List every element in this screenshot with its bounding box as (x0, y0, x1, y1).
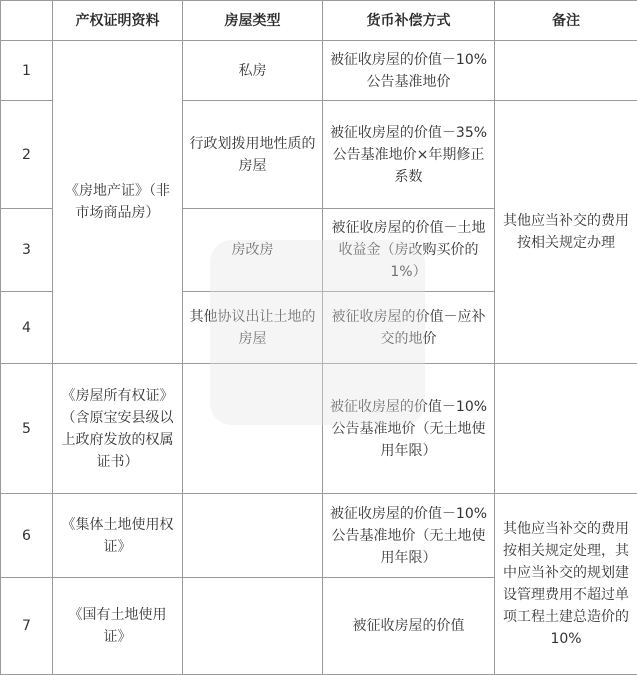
compensation-cell: 被征收房屋的价值 (323, 578, 495, 675)
header-house-type: 房屋类型 (183, 1, 323, 41)
house-type-cell: 行政划拨用地性质的房屋 (183, 101, 323, 209)
row-number: 7 (1, 578, 53, 675)
remarks-cell (495, 364, 637, 494)
remarks-cell: 其他应当补交的费用按相关规定办理 (495, 101, 637, 364)
remarks-cell: 其他应当补交的费用按相关规定处理，其中应当补交的规划建设管理费用不超过单项工程土建总造价的10% (495, 494, 637, 675)
compensation-cell: 被征收房屋的价值－应补交的地价 (323, 292, 495, 364)
row-number: 3 (1, 209, 53, 292)
certificate-cell: 《房屋所有权证》（含原宝安县级以上政府发放的权属证书） (53, 364, 183, 494)
header-row (1, 1, 637, 41)
header-property-certificate: 产权证明资料 (53, 1, 183, 41)
house-type-cell (183, 578, 323, 675)
house-type-cell: 私房 (183, 41, 323, 101)
house-type-cell: 房改房 (183, 209, 323, 292)
table-row (1, 364, 637, 494)
certificate-cell: 《房地产证》（非市场商品房） (53, 41, 183, 364)
header-remarks: 备注 (495, 1, 637, 41)
compensation-cell: 被征收房屋的价值－土地收益金（房改购买价的1%） (323, 209, 495, 292)
table-row (1, 41, 637, 101)
row-number: 1 (1, 41, 53, 101)
compensation-cell: 被征收房屋的价值－10%公告基准地价 (323, 41, 495, 101)
certificate-cell: 《国有土地使用证》 (53, 578, 183, 675)
header-compensation-method: 货币补偿方式 (323, 1, 495, 41)
compensation-cell: 被征收房屋的价值－35%公告基准地价×年期修正系数 (323, 101, 495, 209)
compensation-cell: 被征收房屋的价值－10%公告基准地价（无土地使用年限） (323, 494, 495, 578)
house-type-cell (183, 364, 323, 494)
row-number: 6 (1, 494, 53, 578)
house-type-cell: 其他协议出让土地的房屋 (183, 292, 323, 364)
row-number: 4 (1, 292, 53, 364)
table-row (1, 494, 637, 578)
header-number (1, 1, 53, 41)
row-number: 5 (1, 364, 53, 494)
certificate-cell: 《集体土地使用权证》 (53, 494, 183, 578)
remarks-cell (495, 41, 637, 101)
house-type-cell (183, 494, 323, 578)
compensation-cell: 被征收房屋的价值－10%公告基准地价（无土地使用年限） (323, 364, 495, 494)
row-number: 2 (1, 101, 53, 209)
